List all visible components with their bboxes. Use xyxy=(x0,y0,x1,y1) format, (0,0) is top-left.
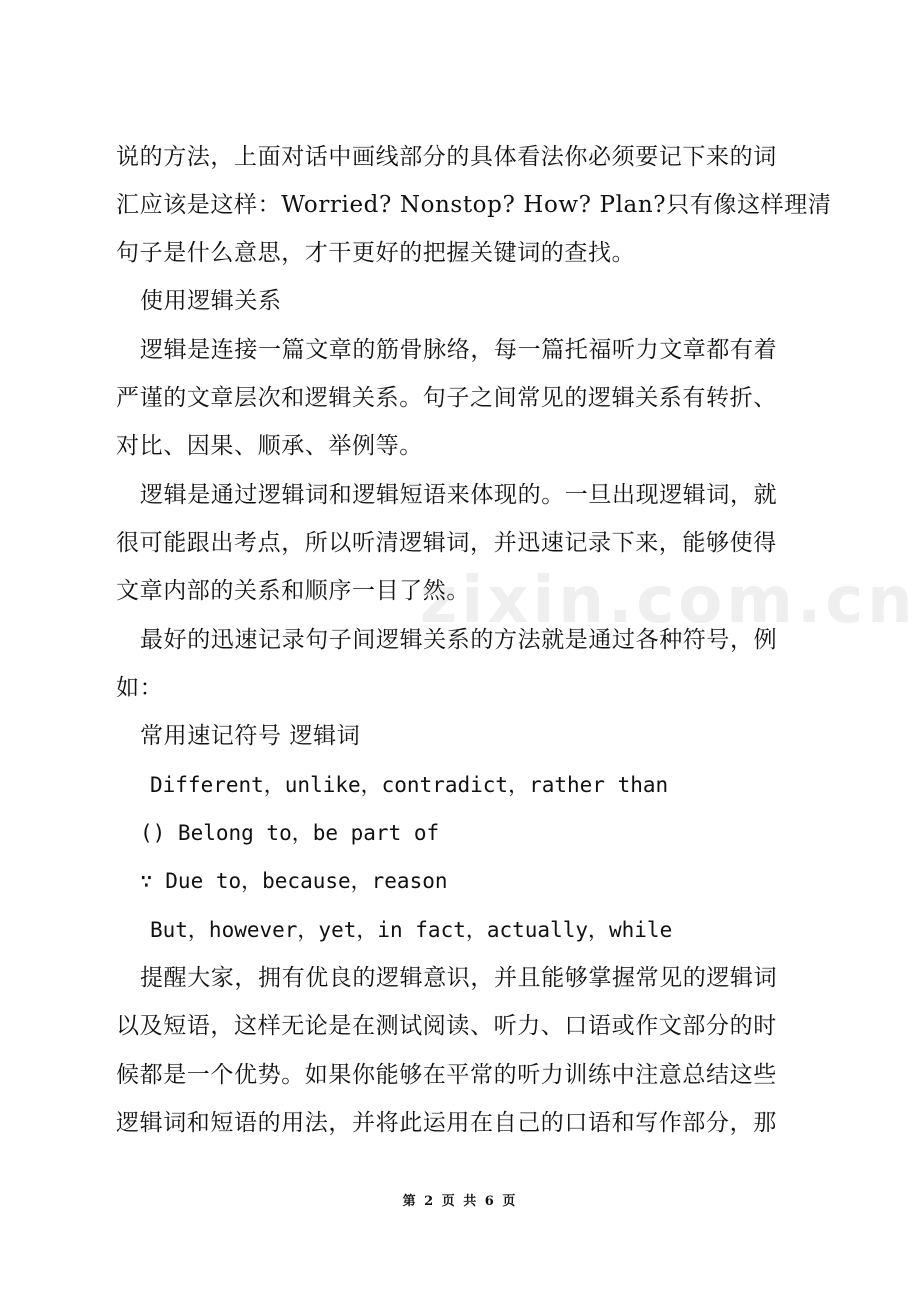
symbol-row: But，however，yet，in fact，actually，while xyxy=(150,918,673,942)
symbol-row: () Belong to，be part of xyxy=(140,821,440,845)
watermark-text: zixin.com.cn xyxy=(420,564,917,638)
table-header-line: 常用速记符号 逻辑词 xyxy=(140,723,361,749)
paragraph-line: 逻辑是连接一篇文章的筋骨脉络，每一篇托福听力文章都有着 xyxy=(140,337,778,363)
paragraph-line: 说的方法，上面对话中画线部分的具体看法你必须要记下来的词 xyxy=(116,144,777,170)
paragraph-line: 提醒大家，拥有优良的逻辑意识，并且能够掌握常见的逻辑词 xyxy=(140,965,778,991)
paragraph-line: 文章内部的关系和顺序一目了然。 xyxy=(116,578,470,604)
symbol-row: Different，unlike，contradict，rather than xyxy=(150,773,669,797)
symbol-row: ∵ Due to，because，reason xyxy=(140,869,448,893)
paragraph-line: 严谨的文章层次和逻辑关系。句子之间常见的逻辑关系有转折、 xyxy=(116,385,777,411)
paragraph-line: 最好的迅速记录句子间逻辑关系的方法就是通过各种符号，例 xyxy=(140,627,778,653)
paragraph-line: 候都是一个优势。如果你能够在平常的听力训练中注意总结这些 xyxy=(116,1062,777,1088)
section-heading: 使用逻辑关系 xyxy=(140,288,282,314)
paragraph-line: 逻辑词和短语的用法，并将此运用在自己的口语和写作部分，那 xyxy=(116,1110,777,1136)
paragraph-line: 以及短语，这样无论是在测试阅读、听力、口语或作文部分的时 xyxy=(116,1013,777,1039)
paragraph-line: 对比、因果、顺承、举例等。 xyxy=(116,433,423,459)
paragraph-line: 句子是什么意思，才干更好的把握关键词的查找。 xyxy=(116,240,636,266)
paragraph-line: 很可能跟出考点，所以听清逻辑词，并迅速记录下来，能够使得 xyxy=(116,530,777,556)
page-number-footer: 第 2 页 共 6 页 xyxy=(402,1194,518,1209)
paragraph-line: 逻辑是通过逻辑词和逻辑短语来体现的。一旦出现逻辑词，就 xyxy=(140,482,778,508)
paragraph-line: 汇应该是这样：Worried? Nonstop? How? Plan?只有像这样理清 xyxy=(116,192,832,218)
paragraph-line: 如： xyxy=(116,675,164,701)
